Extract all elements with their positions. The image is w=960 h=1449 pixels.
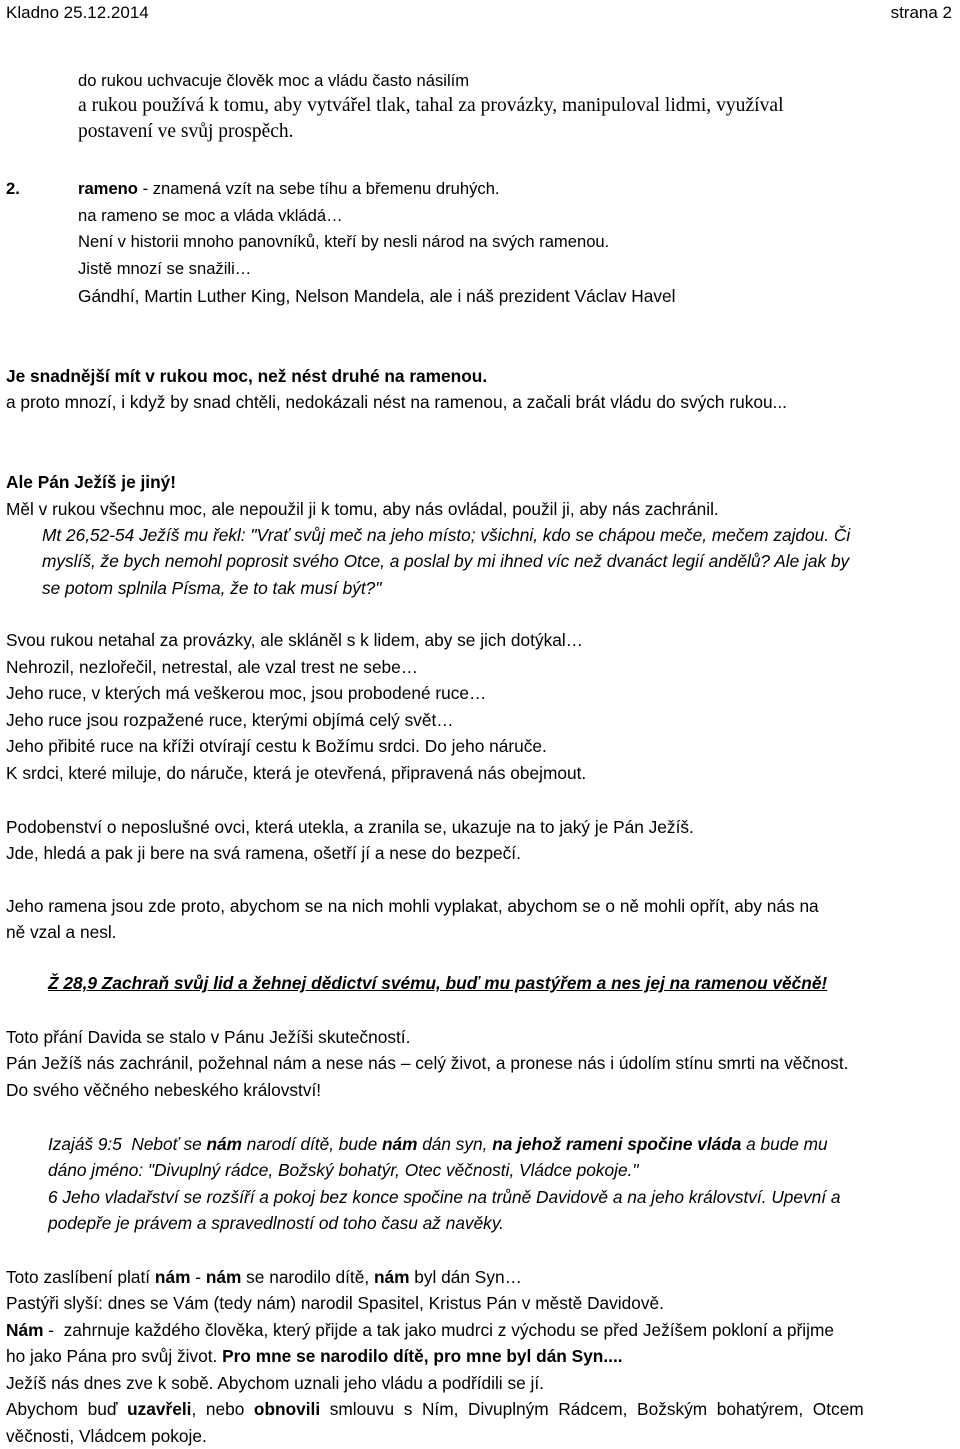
header-page-number: strana 2	[890, 3, 952, 22]
isaiah-text: Neboť se	[121, 1134, 207, 1154]
closing-line-1	[6, 1266, 522, 1288]
isaiah-text: a bude mu	[741, 1134, 828, 1154]
closing-text: ho jako Pána pro svůj život.	[6, 1346, 223, 1366]
point-2-line: Jistě mnozí se snažili…	[78, 259, 252, 278]
closing-line-7: věčnosti, Vládcem pokoje.	[6, 1426, 207, 1446]
closing-text: se narodilo dítě,	[241, 1267, 374, 1287]
shoulders-line-2: ně vzal a nesl.	[6, 922, 117, 942]
point-2-number: 2.	[6, 179, 20, 198]
closing-text: , nebo	[191, 1399, 254, 1419]
closing-text: -	[190, 1267, 206, 1287]
closing-line-4	[6, 1345, 623, 1367]
point-2-definition: - znamená vzít na sebe tíhu a břemenu druhých.	[137, 179, 500, 198]
point-2-line: Není v historii mnoho panovníků, kteří by nesli národ na svých ramenou.	[78, 232, 610, 251]
hands-line: Svou rukou netahal za provázky, ale skláněl s k lidem, aby se jich dotýkal…	[6, 630, 583, 650]
closing-emphasis: nám	[205, 1267, 242, 1287]
isaiah-line-1	[48, 1133, 954, 1155]
closing-emphasis: Pro mne se narodilo dítě, pro mne byl dán Syn....	[222, 1346, 623, 1366]
closing-emphasis: Nám	[6, 1320, 44, 1340]
hands-line: Jeho přibité ruce na kříži otvírají cestu k Božímu srdci. Do jeho náruče.	[6, 736, 547, 756]
isaiah-text: dán syn,	[417, 1134, 493, 1154]
isaiah-line-2: dáno jméno: "Divuplný rádce, Božský bohatýr, Otec věčnosti, Vládce pokoje."	[48, 1160, 639, 1180]
closing-text: smlouvu s Ním, Divuplným Rádcem, Božským bohatýrem, Otcem	[320, 1399, 864, 1419]
point-2-line: na rameno se moc a vláda vkládá…	[78, 206, 343, 225]
isaiah-emphasis: nám	[206, 1134, 242, 1154]
jesus-heading: Ale Pán Ježíš je jiný!	[6, 472, 177, 492]
isaiah-emphasis: nám	[381, 1134, 418, 1154]
power-heading: Je snadnější mít v rukou moc, než nést druhé na ramenou.	[6, 366, 488, 386]
matthew-quote-line-2: myslíš, že bych nemohl poprosit svého Otce, a poslal by mi ihned víc než dvanáct legií andělů? Ale jak by	[42, 551, 850, 571]
parable-line: Jde, hledá a pak ji bere na svá ramena, ošetří jí a nese do bezpečí.	[6, 843, 521, 863]
hands-line: Nehrozil, nezlořečil, netrestal, ale vzal trest ne sebe…	[6, 657, 419, 677]
closing-line-6	[6, 1398, 864, 1420]
hands-line: Jeho ruce jsou rozpažené ruce, kterými objímá celý svět…	[6, 710, 454, 730]
matthew-quote-line-3: se potom splnila Písma, že to tak musí být?"	[42, 578, 382, 598]
shoulders-line-1: Jeho ramena jsou zde proto, abychom se na nich mohli vyplakat, abychom se o ně mohli opřít, aby nás na	[6, 896, 819, 916]
closing-text: Abychom buď	[6, 1399, 128, 1419]
david-line-3: Do svého věčného nebeského království!	[6, 1080, 322, 1100]
closing-emphasis: nám	[373, 1267, 410, 1287]
isaiah-line-3: 6 Jeho vladařství se rozšíří a pokoj bez konce spočine na trůně Davidově a na jeho království. Upevní a	[48, 1187, 841, 1207]
david-line-2: Pán Ježíš nás zachránil, požehnal nám a nese nás – celý život, a pronese nás i údolím stínu smrti na věčnost.	[6, 1053, 849, 1073]
david-line-1: Toto přání Davida se stalo v Pánu Ježíši skutečností.	[6, 1027, 411, 1047]
closing-line-3	[6, 1319, 834, 1341]
closing-line-2: Pastýři slyší: dnes se Vám (tedy nám) narodil Spasitel, Kristus Pán v městě Davidově.	[6, 1293, 664, 1313]
intro-line-3: postavení ve svůj prospěch.	[78, 121, 294, 142]
isaiah-reference: Izajáš 9:5	[48, 1134, 122, 1154]
closing-emphasis: nám	[154, 1267, 191, 1287]
hands-line: Jeho ruce, v kterých má veškerou moc, jsou probodené ruce…	[6, 683, 487, 703]
psalm-verse: Ž 28,9 Zachraň svůj lid a žehnej dědictví svému, buď mu pastýřem a nes jej na ramenou věčně!	[48, 973, 828, 993]
closing-emphasis: obnovili	[253, 1399, 321, 1419]
isaiah-text: narodí dítě, bude	[241, 1134, 382, 1154]
closing-text: byl dán Syn…	[409, 1267, 522, 1287]
point-2-line: Gándhí, Martin Luther King, Nelson Mandela, ale i náš prezident Václav Havel	[78, 286, 676, 306]
hands-line: K srdci, které miluje, do náruče, která je otevřená, připravená nás obejmout.	[6, 763, 587, 783]
intro-line-2: a rukou používá k tomu, aby vytvářel tlak, tahal za provázky, manipuloval lidmi, využíval	[78, 95, 784, 116]
point-2-keyword: rameno	[78, 179, 138, 198]
intro-line-1: do rukou uchvacuje člověk moc a vládu často násilím	[78, 71, 470, 90]
matthew-quote-line-1: Mt 26,52-54 Ježíš mu řekl: "Vrať svůj meč na jeho místo; všichni, kdo se chápou meče, mečem zajdou. Či	[42, 525, 851, 545]
isaiah-line-4: podepře je právem a spravedlností od toho času až navěky.	[48, 1213, 504, 1233]
closing-line-5: Ježíš nás dnes zve k sobě. Abychom uznali jeho vládu a podřídili se jí.	[6, 1373, 544, 1393]
closing-text: Toto zaslíbení platí	[6, 1267, 155, 1287]
closing-text: - zahrnuje každého člověka, který přijde a tak jako mudrci z východu se před Ježíšem pokloní a přijme	[43, 1320, 834, 1340]
closing-emphasis: uzavřeli	[127, 1399, 192, 1419]
parable-line: Podobenství o neposlušné ovci, která utekla, a zranila se, ukazuje na to jaký je Pán Ježíš.	[6, 817, 694, 837]
jesus-line: Měl v rukou všechnu moc, ale nepoužil ji k tomu, aby nás ovládal, použil ji, aby nás zachránil.	[6, 499, 719, 519]
point-2-heading	[78, 178, 500, 200]
isaiah-emphasis: na jehož rameni spočine vláda	[492, 1134, 742, 1154]
header-date: Kladno 25.12.2014	[6, 3, 149, 22]
power-line: a proto mnozí, i když by snad chtěli, nedokázali nést na ramenou, a začali brát vládu do svých rukou...	[6, 392, 787, 412]
